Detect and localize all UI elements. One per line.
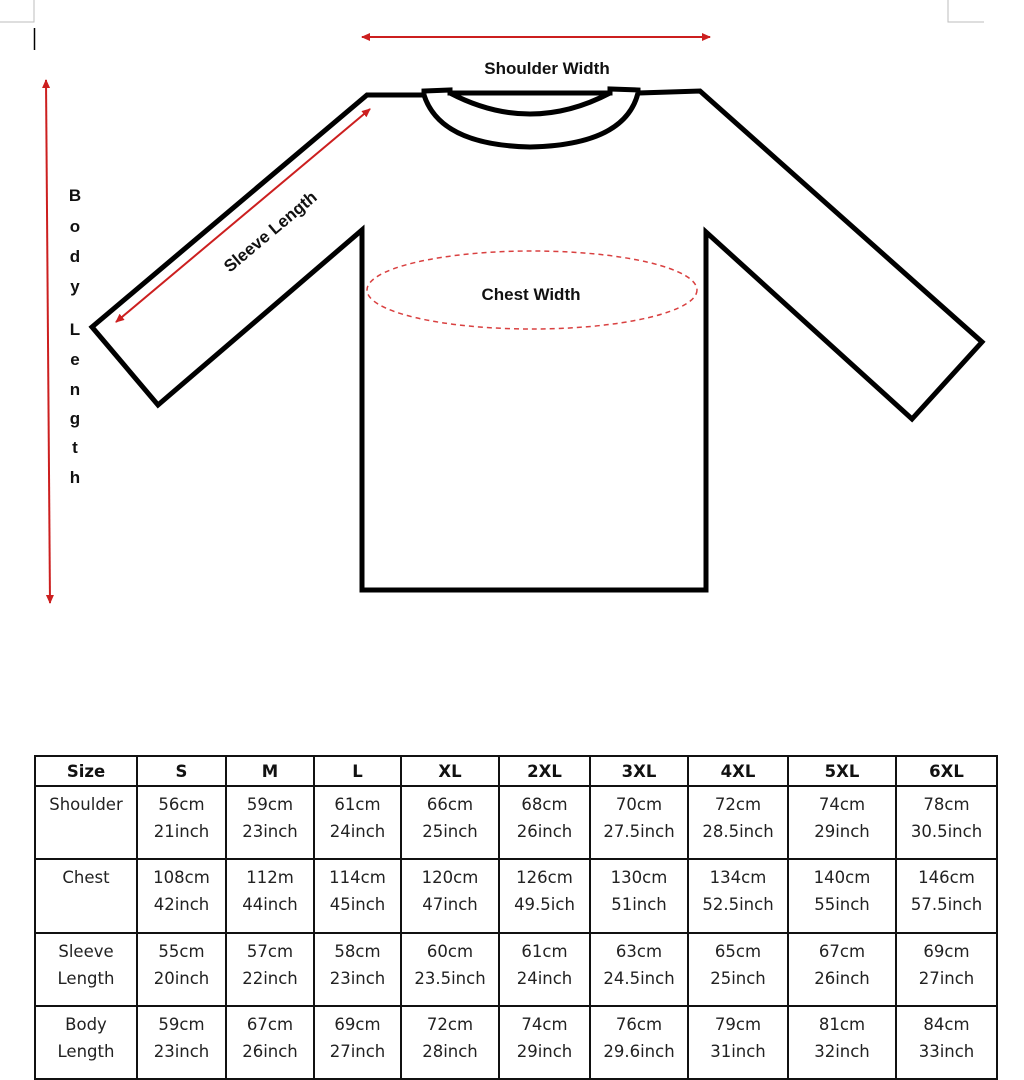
cell-cm-value: 60cm: [426, 942, 474, 961]
cell-inch-value: 26inch: [814, 969, 870, 988]
row-label-line: Chest: [62, 868, 110, 887]
cell-inch-value: 21inch: [153, 822, 210, 841]
cell-cm-value: 146cm: [918, 868, 975, 887]
column-header: 4XL: [688, 756, 788, 786]
cell-inch-value: 24inch: [329, 822, 386, 841]
sweater-collar-inner: [450, 93, 610, 114]
cell-cm-value: 61cm: [521, 942, 568, 961]
table-cell: [314, 786, 401, 859]
row-label-line: Length: [57, 969, 115, 988]
cell-inch-value: 23.5inch: [414, 969, 486, 988]
cell-cm-value: 120cm: [421, 868, 479, 887]
page-corner-mark-left: [0, 0, 34, 22]
body-length-arrow: [46, 80, 50, 603]
cell-inch-value: 24inch: [516, 969, 573, 988]
cell-inch-value: 29.6inch: [603, 1042, 675, 1061]
cell-cm-value: 108cm: [153, 868, 210, 887]
table-cell: [226, 786, 314, 859]
cell-cm-value: 81cm: [818, 1015, 866, 1034]
body-length-letter: n: [69, 380, 81, 399]
body-length-letter: h: [69, 468, 81, 487]
cell-inch-value: 51inch: [611, 895, 667, 914]
cell-inch-value: 28inch: [422, 1042, 478, 1061]
cell-cm-value: 70cm: [615, 795, 663, 814]
sweater-collar-outer: [424, 93, 638, 147]
cell-inch-value: 44inch: [242, 895, 298, 914]
cell-cm-value: 61cm: [334, 795, 381, 814]
table-cell: [688, 786, 788, 859]
cell-cm-value: 59cm: [158, 1015, 205, 1034]
cell-cm-value: 63cm: [615, 942, 663, 961]
cell-cm-value: 114cm: [329, 868, 386, 887]
table-cell: [788, 933, 896, 1006]
cell-inch-value: 20inch: [153, 969, 210, 988]
table-cell: [137, 859, 226, 933]
cell-cm-value: 72cm: [426, 1015, 474, 1034]
column-header: Size: [35, 756, 137, 786]
cell-inch-value: 23inch: [329, 969, 386, 988]
row-label: [35, 933, 137, 1006]
table-cell: [896, 859, 997, 933]
table-row: [35, 859, 997, 933]
cell-inch-value: 32inch: [814, 1042, 870, 1061]
body-length-letter: e: [70, 350, 80, 369]
cell-inch-value: 28.5inch: [702, 822, 774, 841]
sweater-outline: [92, 89, 982, 590]
cell-cm-value: 68cm: [521, 795, 568, 814]
cell-inch-value: 30.5inch: [910, 822, 983, 841]
table-cell: [314, 933, 401, 1006]
cell-inch-value: 27.5inch: [603, 822, 675, 841]
row-label: [35, 859, 137, 933]
body-length-letter: B: [68, 186, 82, 205]
cell-cm-value: 79cm: [714, 1015, 762, 1034]
cell-cm-value: 55cm: [158, 942, 205, 961]
body-length-letter: d: [69, 247, 81, 266]
cell-inch-value: 27inch: [329, 1042, 386, 1061]
cell-inch-value: 23inch: [242, 822, 298, 841]
cell-cm-value: 67cm: [246, 1015, 294, 1034]
table-cell: [314, 1006, 401, 1079]
table-cell: [688, 933, 788, 1006]
cell-inch-value: 25inch: [710, 969, 766, 988]
cell-cm-value: 130cm: [610, 868, 668, 887]
cell-cm-value: 140cm: [813, 868, 871, 887]
cell-cm-value: 126cm: [516, 868, 573, 887]
table-cell: [137, 933, 226, 1006]
row-label: [35, 786, 137, 859]
cell-cm-value: 134cm: [709, 868, 767, 887]
cell-inch-value: 52.5inch: [702, 895, 774, 914]
cell-cm-value: 65cm: [714, 942, 762, 961]
cell-cm-value: 58cm: [334, 942, 381, 961]
cell-cm-value: 56cm: [158, 795, 205, 814]
cell-inch-value: 42inch: [153, 895, 210, 914]
table-cell: [499, 859, 590, 933]
cell-inch-value: 55inch: [814, 895, 870, 914]
table-cell: [590, 859, 688, 933]
table-cell: [896, 1006, 997, 1079]
cell-inch-value: 22inch: [242, 969, 298, 988]
cell-inch-value: 47inch: [422, 895, 478, 914]
body-length-letter: L: [69, 320, 81, 339]
table-cell: [401, 859, 499, 933]
cell-cm-value: 59cm: [246, 795, 294, 814]
cell-cm-value: 112m: [246, 868, 294, 887]
table-cell: [226, 1006, 314, 1079]
cell-inch-value: 27inch: [918, 969, 975, 988]
table-cell: [590, 1006, 688, 1079]
cell-cm-value: 69cm: [334, 1015, 381, 1034]
column-header: 3XL: [590, 756, 688, 786]
table-cell: [401, 1006, 499, 1079]
cell-inch-value: 33inch: [918, 1042, 975, 1061]
table-cell: [314, 859, 401, 933]
table-cell: [226, 859, 314, 933]
sleeve-length-label: Sleeve Length: [220, 187, 321, 277]
cell-inch-value: 26inch: [516, 822, 573, 841]
table-cell: [590, 933, 688, 1006]
body-length-letter: o: [69, 217, 81, 236]
table-cell: [788, 786, 896, 859]
body-length-letter: t: [72, 438, 78, 457]
row-label-line: Body: [65, 1015, 107, 1034]
column-header: M: [226, 756, 314, 786]
cell-cm-value: 78cm: [923, 795, 970, 814]
column-header: 2XL: [499, 756, 590, 786]
cell-cm-value: 72cm: [714, 795, 762, 814]
cell-cm-value: 74cm: [818, 795, 866, 814]
cell-cm-value: 57cm: [246, 942, 294, 961]
table-cell: [226, 933, 314, 1006]
table-cell: [401, 786, 499, 859]
cell-inch-value: 23inch: [153, 1042, 210, 1061]
cell-cm-value: 67cm: [818, 942, 866, 961]
sleeve-length-arrow: [116, 109, 370, 322]
page-corner-mark-right: [948, 0, 984, 22]
cell-inch-value: 26inch: [242, 1042, 298, 1061]
cell-inch-value: 49.5ich: [514, 895, 575, 914]
shoulder-width-label: Shoulder Width: [484, 59, 610, 78]
table-cell: [688, 1006, 788, 1079]
table-cell: [688, 859, 788, 933]
cell-cm-value: 66cm: [426, 795, 474, 814]
size-chart-table: [34, 755, 998, 1080]
table-row: [35, 1006, 997, 1079]
column-header: 5XL: [788, 756, 896, 786]
column-header: L: [314, 756, 401, 786]
table-cell: [896, 933, 997, 1006]
cell-inch-value: 31inch: [710, 1042, 766, 1061]
chest-width-label: Chest Width: [481, 285, 581, 304]
row-label-line: Shoulder: [49, 795, 123, 814]
column-header: XL: [401, 756, 499, 786]
cell-inch-value: 57.5inch: [910, 895, 983, 914]
cell-inch-value: 24.5inch: [603, 969, 675, 988]
row-label-line: Length: [57, 1042, 115, 1061]
table-cell: [499, 786, 590, 859]
table-row: [35, 786, 997, 859]
cell-inch-value: 29inch: [814, 822, 870, 841]
row-label-line: Sleeve: [58, 942, 114, 961]
table-cell: [788, 859, 896, 933]
cell-cm-value: 69cm: [923, 942, 970, 961]
cell-inch-value: 45inch: [329, 895, 386, 914]
table-cell: [499, 1006, 590, 1079]
cell-cm-value: 74cm: [521, 1015, 568, 1034]
cell-cm-value: 76cm: [615, 1015, 663, 1034]
body-length-letter: y: [70, 277, 80, 296]
table-cell: [590, 786, 688, 859]
column-header: S: [137, 756, 226, 786]
table-cell: [137, 786, 226, 859]
table-cell: [896, 786, 997, 859]
cell-inch-value: 25inch: [422, 822, 478, 841]
column-header: 6XL: [896, 756, 997, 786]
table-cell: [788, 1006, 896, 1079]
cell-cm-value: 84cm: [923, 1015, 970, 1034]
body-length-letter: g: [69, 409, 81, 428]
row-label: [35, 1006, 137, 1079]
table-header-row: [35, 756, 997, 786]
table-cell: [137, 1006, 226, 1079]
table-row: [35, 933, 997, 1006]
cell-inch-value: 29inch: [516, 1042, 573, 1061]
table-cell: [499, 933, 590, 1006]
table-cell: [401, 933, 499, 1006]
